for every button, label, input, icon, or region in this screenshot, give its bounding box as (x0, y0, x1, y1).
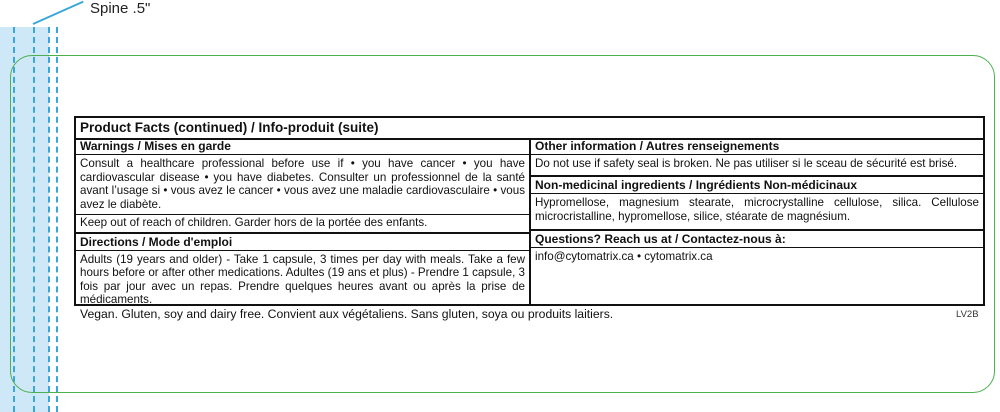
right-column (531, 138, 983, 304)
non-medicinal-text: Hypromellose, magnesium stearate, microcrystalline cellulose, silica. Cellulose microcristalline, hypromellose, silice, stéarate de magnésium. (535, 196, 979, 223)
spine-label: Spine .5" (90, 0, 151, 17)
warnings-text: Consult a healthcare professional before use if • you have cancer • you have cardiovascular disease • you have diabetes. Consulter un professionnel de la santé avant l’usage si • vous avez le cancer • vous avez une maladie cardiovasculaire • vous avez le diabète. (80, 157, 525, 211)
other-info-text: Do not use if safety seal is broken. Ne pas utiliser si le sceau de sécurité est brisé. (535, 157, 958, 170)
left-column (76, 138, 531, 304)
label-code: LV2B (956, 309, 979, 320)
warnings-heading: Warnings / Mises en garde (76, 138, 529, 155)
product-facts-panel (74, 116, 985, 306)
non-medicinal-heading: Non-medicinal ingredients / Ingrédients Non-médicinaux (531, 175, 983, 194)
footer-statement: Vegan. Gluten, soy and dairy free. Convient aux végétaliens. Sans gluten, soya ou produits laitiers. (80, 307, 614, 321)
questions-heading: Questions? Reach us at / Contactez-nous à: (531, 229, 983, 248)
spine-leader-line (33, 1, 84, 25)
panel-title: Product Facts (continued) / Info-produit (suite) (76, 118, 983, 140)
directions-heading: Directions / Mode d'emploi (76, 232, 529, 251)
keep-out-of-reach-text: Keep out of reach of children. Garder hors de la portée des enfants. (80, 216, 428, 229)
questions-text: info@cytomatrix.ca • cytomatrix.ca (535, 250, 713, 263)
directions-text: Adults (19 years and older) - Take 1 capsule, 3 times per day with meals. Take a few hours before or after other medications. Adultes (19 ans et plus) - Prendre 1 capsule, 3 fois par jour avec un repas. Prendre quelques heures avant ou après la prise de médicaments. (80, 252, 525, 306)
other-info-heading: Other information / Autres renseignements (531, 138, 983, 155)
